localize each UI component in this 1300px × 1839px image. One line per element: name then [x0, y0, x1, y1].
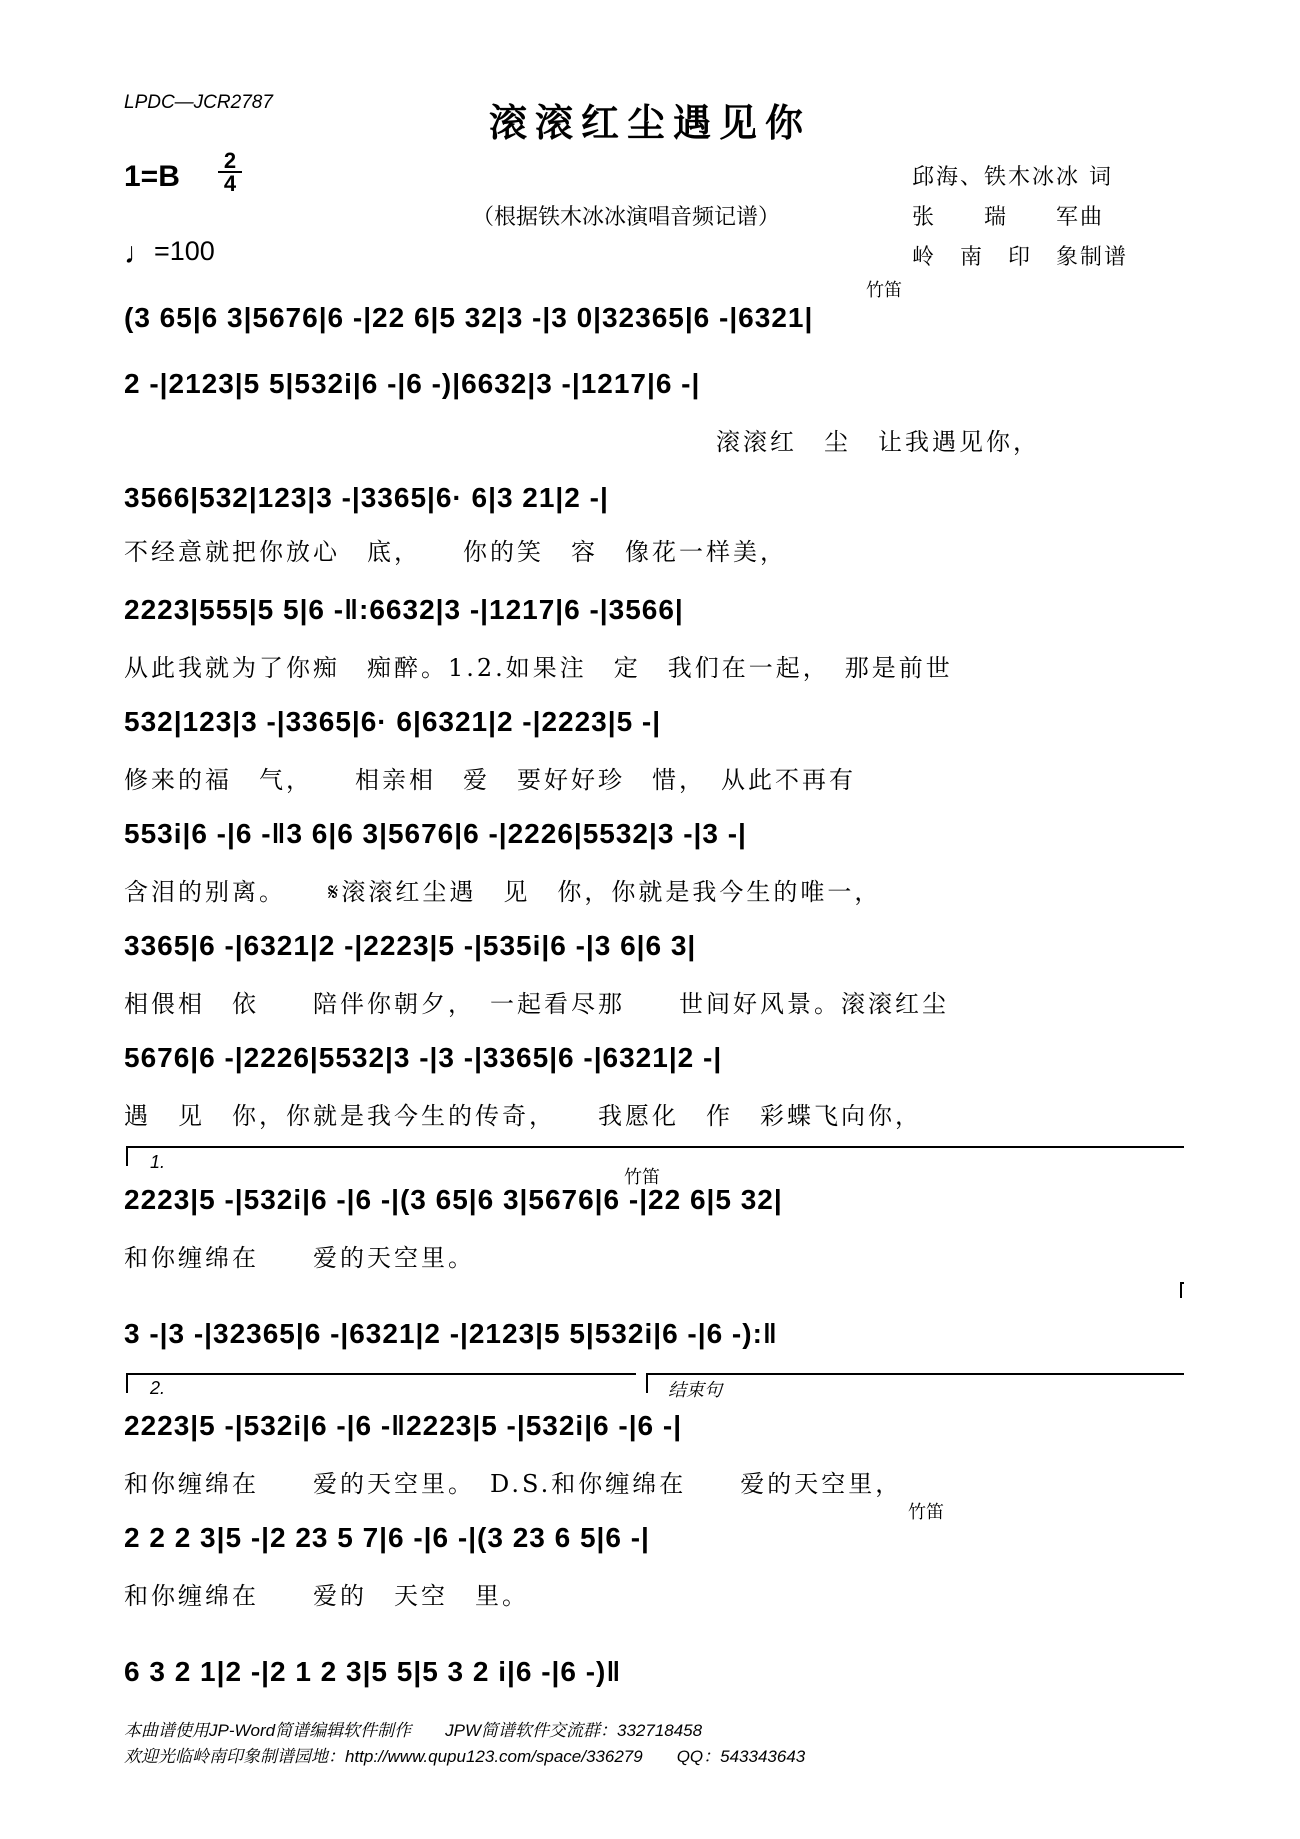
- lyric-line-11: 和你缠绵在 爱的天空里。 D.S.和你缠绵在 爱的天空里，: [124, 1470, 903, 1498]
- music-line-5: 532|123|3 -|3365|6· 6|6321|2 -|2223|5 -|: [124, 706, 662, 737]
- footer-line-1: 本曲谱使用JP-Word简谱编辑软件制作 JPW简谱软件交流群：332718458: [124, 1721, 703, 1740]
- ending-label: 结束句: [668, 1380, 722, 1400]
- lyric-line-5: 修来的福 气， 相亲相 爱 要好好珍 惜， 从此不再有: [124, 766, 856, 794]
- time-signature-top: 2: [223, 148, 237, 173]
- music-line-13: 6 3 2 1|2 -|2 1 2 3|5 5|5 3 2 i|6 -|6 -)‖: [124, 1656, 622, 1687]
- document-code: LPDC—JCR2787: [124, 92, 273, 113]
- music-line-1: (3 65|6 3|5676|6 -|22 6|5 32|3 -|3 0|32365|6 -|6321|: [124, 302, 814, 333]
- lyric-line-9: 和你缠绵在 爱的天空里。: [124, 1244, 475, 1272]
- tempo-marking: [124, 236, 215, 271]
- music-line-2: 2 -|2123|5 5|532i|6 -|6 -)|6632|3 -|1217|6 -|: [124, 368, 701, 399]
- volta-1-end-hook: [1180, 1282, 1182, 1298]
- lyric-line-6: 含泪的别离。 𝄋滚滚红尘遇 见 你，你就是我今生的唯一，: [124, 878, 882, 906]
- tempo-value: =100: [154, 236, 215, 266]
- footer-line-2: 欢迎光临岭南印象制谱园地：http://www.qupu123.com/space/336279 QQ：543343643: [124, 1747, 806, 1766]
- volta-1-hook: [126, 1146, 128, 1166]
- music-line-3: 3566|532|123|3 -|3365|6· 6|3 21|2 -|: [124, 482, 609, 513]
- lyric-line-12: 和你缠绵在 爱的 天空 里。: [124, 1582, 529, 1610]
- music-line-8: 5676|6 -|2226|5532|3 -|3 -|3365|6 -|6321|2 -|: [124, 1042, 723, 1073]
- volta-2-bracket: [126, 1373, 636, 1375]
- key-signature: 1=B: [124, 160, 180, 193]
- volta-2-label: 2.: [150, 1378, 166, 1398]
- ending-bracket: [646, 1373, 1184, 1375]
- time-signature-bottom: 4: [223, 171, 237, 196]
- music-line-10: 3 -|3 -|32365|6 -|6321|2 -|2123|5 5|532i|6 -|6 -):‖: [124, 1318, 778, 1349]
- music-line-6: 553i|6 -|6 -‖3 6|6 3|5676|6 -|2226|5532|3 -|3 -|: [124, 818, 747, 849]
- source-note: （根据铁木冰冰演唱音频记谱）: [472, 205, 781, 230]
- song-title: 滚滚红尘遇见你: [488, 100, 811, 145]
- credit-composer: 张 瑞 军曲: [912, 205, 1105, 230]
- music-line-12: 2 2 2 3|5 -|2 23 5 7|6 -|6 -|(3 23 6 5|6 -|: [124, 1522, 650, 1553]
- lyric-line-4: 从此我就为了你痴 痴醉。1.2.如果注 定 我们在一起， 那是前世: [124, 654, 953, 682]
- instrument-label-flute-1: 竹笛: [866, 280, 902, 301]
- instrument-label-flute-3: 竹笛: [908, 1502, 944, 1523]
- volta-1-bracket: [126, 1146, 1184, 1148]
- music-line-11: 2223|5 -|532i|6 -|6 -‖2223|5 -|532i|6 -|6 -|: [124, 1410, 683, 1441]
- lyric-line-7: 相偎相 依 陪伴你朝夕， 一起看尽那 世间好风景。滚滚红尘: [124, 990, 949, 1018]
- credit-transcriber: 岭 南 印 象制谱: [912, 245, 1129, 270]
- music-line-9: 2223|5 -|532i|6 -|6 -|(3 65|6 3|5676|6 -|22 6|5 32|: [124, 1184, 783, 1215]
- credit-lyricist: 邱海、铁木冰冰 词: [912, 165, 1113, 190]
- time-signature: [218, 150, 242, 194]
- music-line-4: 2223|555|5 5|6 -‖:6632|3 -|1217|6 -|3566|: [124, 594, 684, 625]
- quarter-note-icon: ♩: [124, 237, 154, 270]
- volta-1-label: 1.: [150, 1152, 166, 1172]
- lyric-line-2: 滚滚红 尘 让我遇见你，: [716, 428, 1040, 456]
- music-line-7: 3365|6 -|6321|2 -|2223|5 -|535i|6 -|3 6|6 3|: [124, 930, 697, 961]
- ending-hook: [646, 1373, 648, 1393]
- lyric-line-3: 不经意就把你放心 底， 你的笑 容 像花一样美，: [124, 538, 787, 566]
- volta-2-hook: [126, 1373, 128, 1393]
- instrument-label-flute-2: 竹笛: [624, 1167, 660, 1188]
- lyric-line-8: 遇 见 你，你就是我今生的传奇， 我愿化 作 彩蝶飞向你，: [124, 1102, 922, 1130]
